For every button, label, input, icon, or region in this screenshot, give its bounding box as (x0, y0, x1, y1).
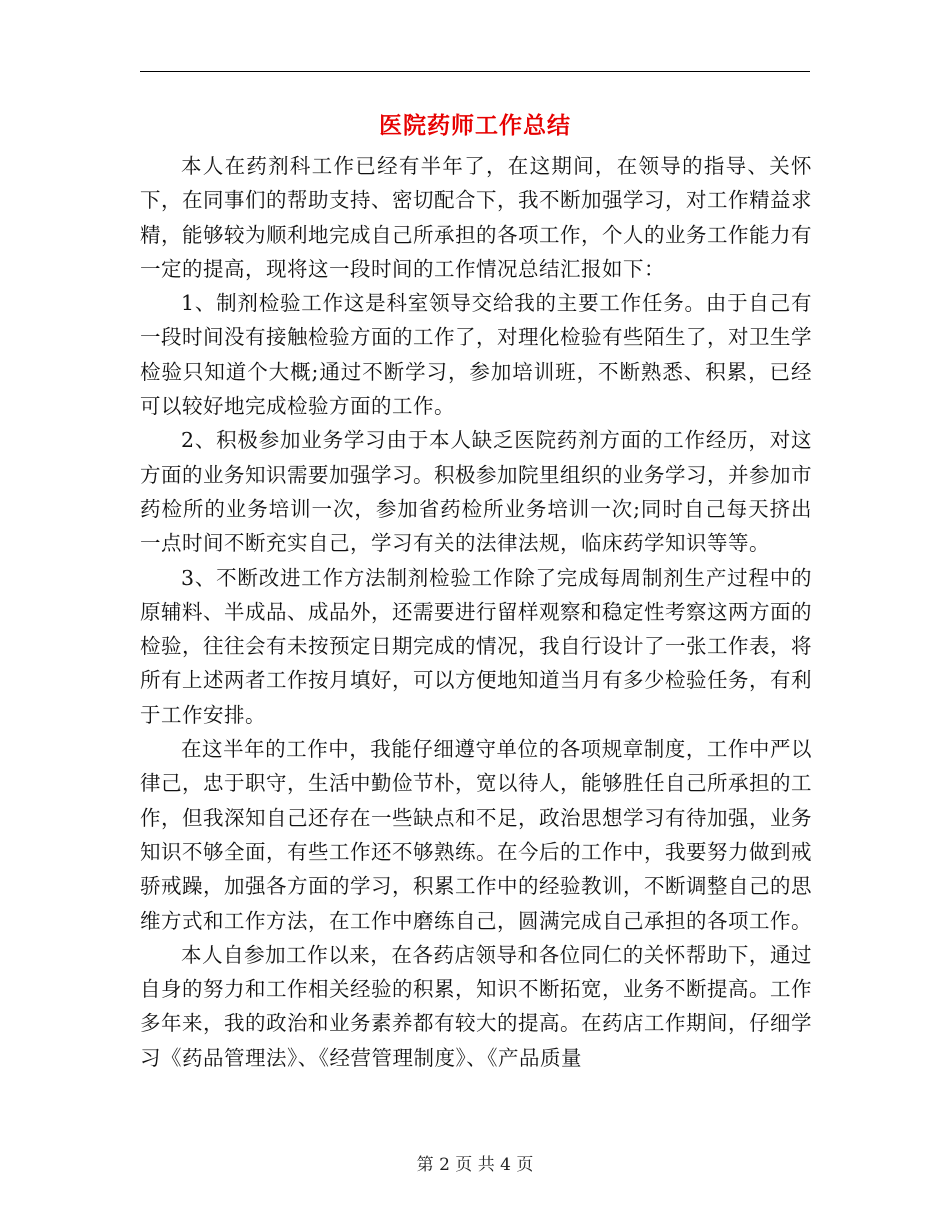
paragraph-item-2: 2、积极参加业务学习由于本人缺乏医院药剂方面的工作经历，对这方面的业务知识需要加强学习。积极参加院里组织的业务学习，并参加市药检所的业务培训一次，参加省药检所业务培训一次;同时自己每天挤出一点时间不断充实自己，学习有关的法律法规，临床药学知识等等。 (140, 428, 812, 556)
paragraph-item-3: 3、不断改进工作方法制剂检验工作除了完成每周制剂生产过程中的原辅料、半成品、成品外，还需要进行留样观察和稳定性考察这两方面的检验，往往会有未按预定日期完成的情况，我自行设计了一张工作表，将所有上述两者工作按月填好，可以方便地知道当月有多少检验任务，有利于工作安排。 (140, 565, 812, 727)
paragraph-item-1: 1、制剂检验工作这是科室领导交给我的主要工作任务。由于自己有一段时间没有接触检验方面的工作了，对理化检验有些陌生了，对卫生学检验只知道个大概;通过不断学习，参加培训班，不断熟悉、积累，已经可以较好地完成检验方面的工作。 (140, 291, 812, 419)
document-body (140, 149, 812, 1075)
paragraph-intro: 本人在药剂科工作已经有半年了，在这期间，在领导的指导、关怀下，在同事们的帮助支持、密切配合下，我不断加强学习，对工作精益求精，能够较为顺利地完成自己所承担的各项工作，个人的业务工作能力有一定的提高，现将这一段时间的工作情况总结汇报如下： (140, 154, 812, 281)
header-rule (140, 71, 810, 72)
document-title: 医院药师工作总结 (379, 112, 571, 139)
page-footer: 第 2 页 共 4 页 (416, 1155, 534, 1175)
paragraph-experience: 本人自参加工作以来，在各药店领导和各位同仁的关怀帮助下，通过自身的努力和工作相关经验的积累，知识不断拓宽，业务不断提高。工作多年来，我的政治和业务素养都有较大的提高。在药店工作期间，仔细学习《药品管理法》、《经营管理制度》、《产品质量 (140, 942, 812, 1070)
paragraph-summary: 在这半年的工作中，我能仔细遵守单位的各项规章制度，工作中严以律己，忠于职守，生活中勤俭节朴，宽以待人，能够胜任自己所承担的工作，但我深知自己还存在一些缺点和不足，政治思想学习有待加强，业务知识不够全面，有些工作还不够熟练。在今后的工作中，我要努力做到戒骄戒躁，加强各方面的学习，积累工作中的经验教训，不断调整自己的思维方式和工作方法，在工作中磨练自己，圆满完成自己承担的各项工作。 (140, 737, 812, 933)
